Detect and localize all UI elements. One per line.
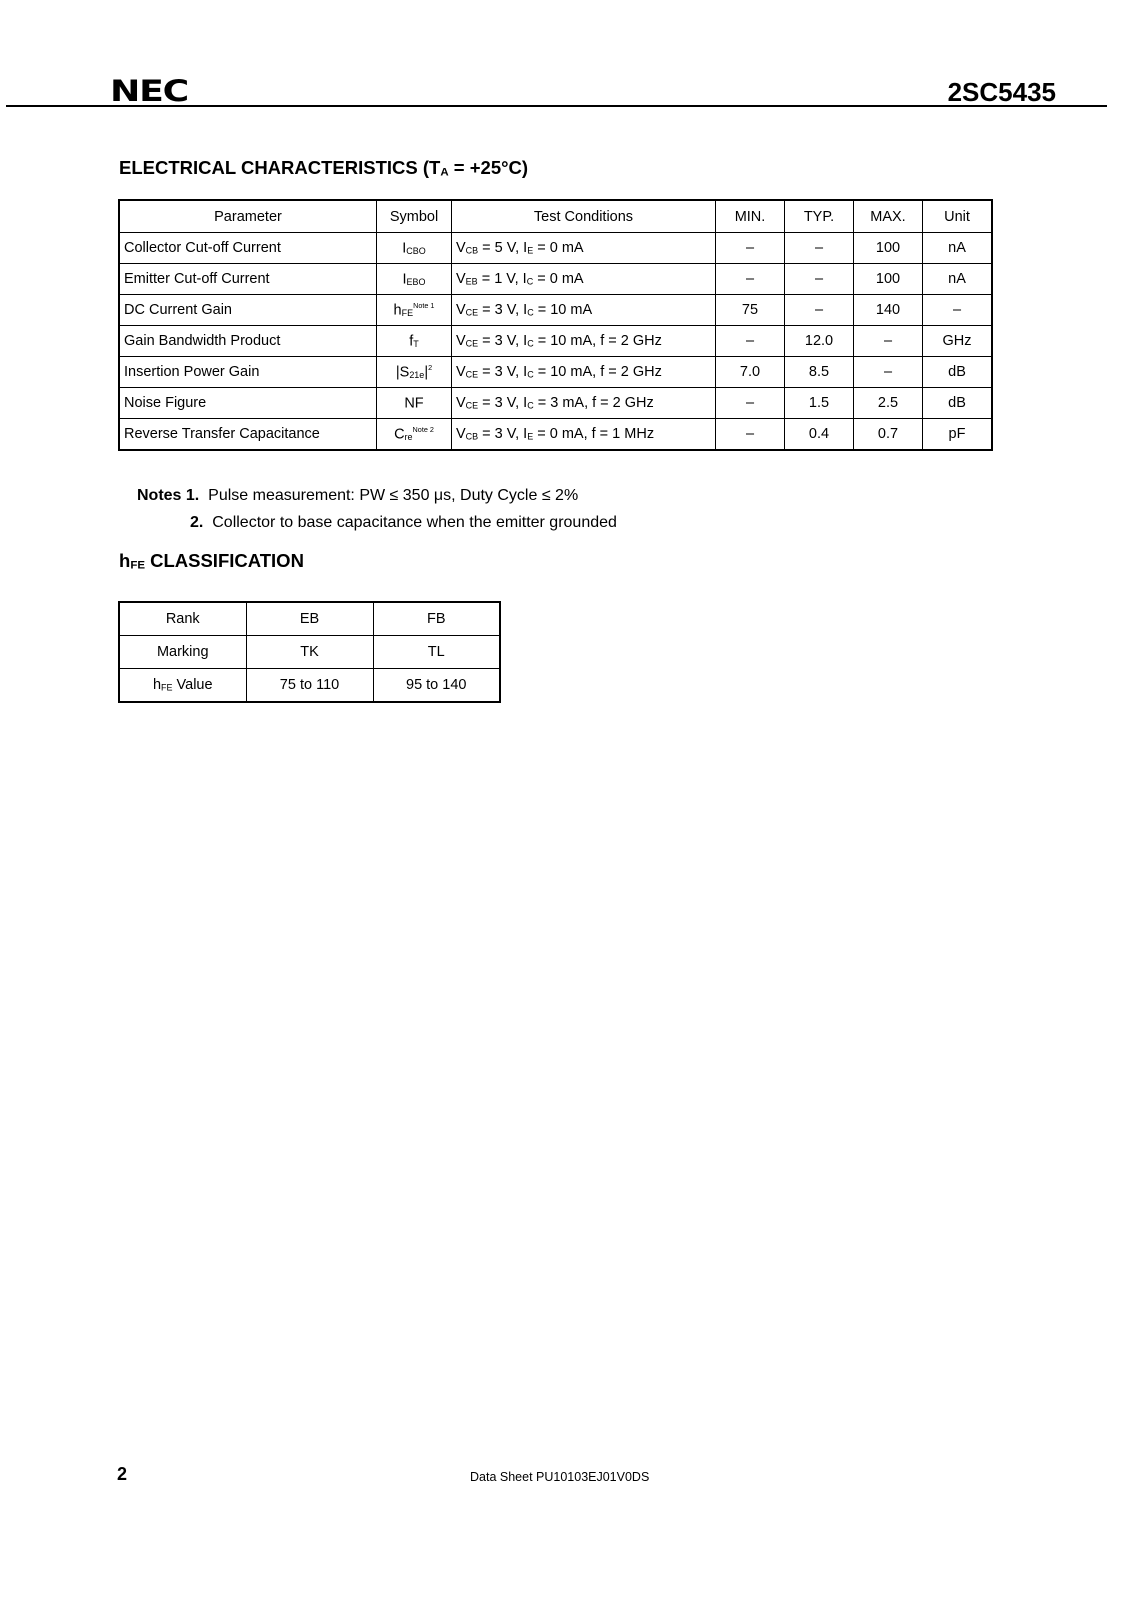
cell-parameter: Gain Bandwidth Product [119, 326, 377, 357]
cell-eb: TK [246, 636, 373, 669]
cell-test-conditions: VCE = 3 V, IC = 10 mA, f = 2 GHz [452, 357, 716, 388]
cell-parameter: DC Current Gain [119, 295, 377, 326]
cell-parameter: Collector Cut-off Current [119, 233, 377, 264]
note-1: Notes 1. Pulse measurement: PW ≤ 350 μs, Duty Cycle ≤ 2% [137, 487, 579, 504]
cell-parameter: Reverse Transfer Capacitance [119, 419, 377, 451]
cell-fb: TL [373, 636, 500, 669]
table-header-row [119, 200, 992, 233]
cell-fb: FB [373, 602, 500, 636]
cell-symbol: ICBO [377, 233, 452, 264]
cell-eb: 75 to 110 [246, 669, 373, 703]
cell-typ: – [785, 295, 854, 326]
nec-logo: NEC [110, 74, 188, 108]
cell-max: 0.7 [854, 419, 923, 451]
table-row [119, 669, 500, 703]
cell-test-conditions: VCE = 3 V, IC = 10 mA [452, 295, 716, 326]
cell-max: 100 [854, 264, 923, 295]
cell-label: Rank [119, 602, 246, 636]
note-2: 2. Collector to base capacitance when the emitter grounded [190, 514, 617, 531]
table-row [119, 419, 992, 451]
cell-typ: 12.0 [785, 326, 854, 357]
cell-min: 75 [716, 295, 785, 326]
cell-typ: 1.5 [785, 388, 854, 419]
cell-max: – [854, 357, 923, 388]
cell-symbol: Cre$^{Note 2}$ [377, 419, 452, 451]
cell-parameter: Insertion Power Gain [119, 357, 377, 388]
cell-unit: nA [923, 264, 993, 295]
cell-min: – [716, 233, 785, 264]
cell-min: – [716, 419, 785, 451]
cell-max: 100 [854, 233, 923, 264]
cell-symbol: fT [377, 326, 452, 357]
table-row [119, 326, 992, 357]
cell-symbol: NF [377, 388, 452, 419]
part-number: 2SC5435 [947, 77, 1056, 107]
cell-test-conditions: VCE = 3 V, IC = 10 mA, f = 2 GHz [452, 326, 716, 357]
cell-min: 7.0 [716, 357, 785, 388]
cell-unit: GHz [923, 326, 993, 357]
cell-test-conditions: VEB = 1 V, IC = 0 mA [452, 264, 716, 295]
cell-symbol: IEBO [377, 264, 452, 295]
cell-symbol: hFE$^{Note 1}$ [377, 295, 452, 326]
col-header-min: MIN. [716, 200, 785, 233]
col-header-parameter: Parameter [119, 200, 377, 233]
cell-min: – [716, 264, 785, 295]
cell-symbol: $|S21e|^2$ [377, 357, 452, 388]
cell-test-conditions: VCE = 3 V, IC = 3 mA, f = 2 GHz [452, 388, 716, 419]
col-header-test-conditions: Test Conditions [452, 200, 716, 233]
table-row [119, 357, 992, 388]
cell-typ: 0.4 [785, 419, 854, 451]
data-sheet-id: Data Sheet PU10103EJ01V0DS [470, 1470, 650, 1484]
cell-label: hFE Value [119, 669, 246, 703]
cell-test-conditions: VCB = 5 V, IE = 0 mA [452, 233, 716, 264]
page-number: 2 [117, 1464, 128, 1484]
electrical-characteristics-table [118, 199, 993, 451]
cell-parameter: Noise Figure [119, 388, 377, 419]
table-row [119, 295, 992, 326]
cell-typ: – [785, 233, 854, 264]
table-row [119, 264, 992, 295]
table-row [119, 233, 992, 264]
cell-typ: – [785, 264, 854, 295]
cell-min: – [716, 388, 785, 419]
col-header-typ: TYP. [785, 200, 854, 233]
cell-label: Marking [119, 636, 246, 669]
cell-unit: dB [923, 388, 993, 419]
cell-max: 140 [854, 295, 923, 326]
col-header-symbol: Symbol [377, 200, 452, 233]
cell-unit: dB [923, 357, 993, 388]
table-row [119, 636, 500, 669]
cell-parameter: Emitter Cut-off Current [119, 264, 377, 295]
cell-unit: pF [923, 419, 993, 451]
hfe-classification-heading: hFE CLASSIFICATION [119, 550, 304, 572]
cell-min: – [716, 326, 785, 357]
cell-fb: 95 to 140 [373, 669, 500, 703]
col-header-max: MAX. [854, 200, 923, 233]
cell-max: 2.5 [854, 388, 923, 419]
notes [137, 482, 617, 536]
electrical-characteristics-heading: ELECTRICAL CHARACTERISTICS (TA = +25°C) [119, 157, 529, 179]
header-divider [6, 105, 1107, 107]
cell-typ: 8.5 [785, 357, 854, 388]
cell-unit: nA [923, 233, 993, 264]
table-row [119, 602, 500, 636]
cell-max: – [854, 326, 923, 357]
table-row [119, 388, 992, 419]
cell-test-conditions: VCB = 3 V, IE = 0 mA, f = 1 MHz [452, 419, 716, 451]
hfe-classification-table [118, 601, 501, 703]
cell-unit: – [923, 295, 993, 326]
cell-eb: EB [246, 602, 373, 636]
col-header-unit: Unit [923, 200, 993, 233]
